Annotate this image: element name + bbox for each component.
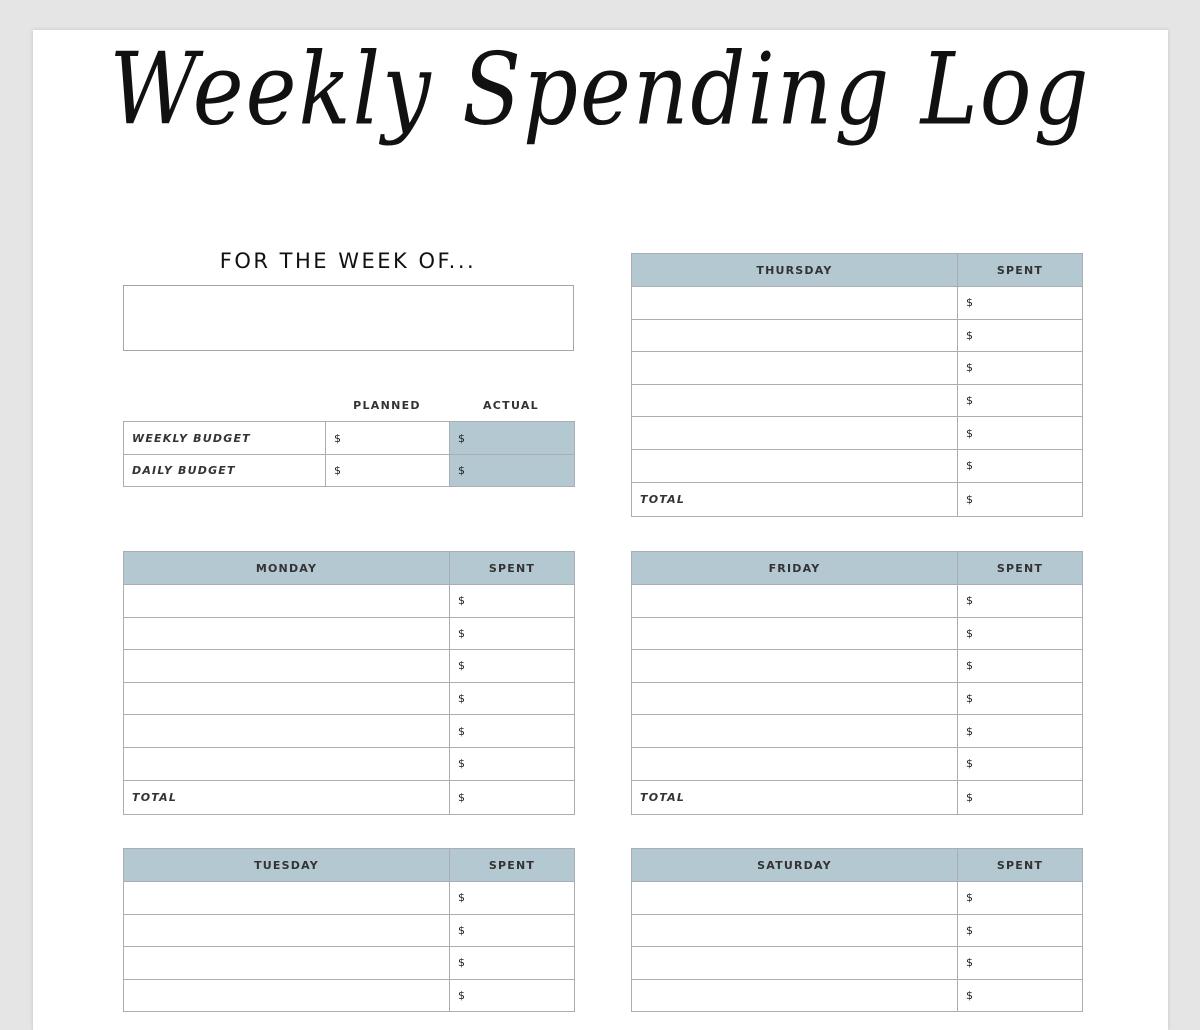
day-name: TUESDAY [124, 849, 450, 882]
spent-amount-field[interactable]: $ [450, 747, 575, 780]
daily-actual-field[interactable]: $ [450, 455, 575, 487]
spent-amount-field[interactable]: $ [450, 882, 575, 915]
expense-item-field[interactable] [632, 882, 958, 915]
day-name: THURSDAY [632, 254, 958, 287]
table-row [632, 617, 1083, 650]
spent-amount-field[interactable]: $ [958, 287, 1083, 320]
expense-item-field[interactable] [124, 585, 450, 618]
spent-amount-field[interactable]: $ [450, 585, 575, 618]
spent-amount-field[interactable]: $ [958, 947, 1083, 980]
expense-item-field[interactable] [124, 979, 450, 1012]
total-label: TOTAL [632, 482, 958, 516]
total-label: TOTAL [124, 780, 450, 814]
table-row [124, 882, 575, 915]
expense-item-field[interactable] [632, 914, 958, 947]
spent-header: SPENT [450, 552, 575, 585]
expense-item-field[interactable] [124, 882, 450, 915]
monday-table [123, 551, 575, 815]
spent-amount-field[interactable]: $ [958, 979, 1083, 1012]
spent-amount-field[interactable]: $ [450, 650, 575, 683]
table-header [124, 849, 575, 882]
budget-table [123, 421, 575, 487]
total-amount-field[interactable]: $ [958, 780, 1083, 814]
table-row [632, 979, 1083, 1012]
tuesday-table [123, 848, 575, 1012]
spent-amount-field[interactable]: $ [450, 617, 575, 650]
table-row [124, 650, 575, 683]
expense-item-field[interactable] [632, 417, 958, 450]
table-row [632, 352, 1083, 385]
table-header [632, 849, 1083, 882]
planned-header: PLANNED [353, 399, 421, 412]
spent-amount-field[interactable]: $ [958, 384, 1083, 417]
total-amount-field[interactable]: $ [450, 780, 575, 814]
table-row [632, 747, 1083, 780]
weekly-planned-field[interactable]: $ [326, 422, 450, 455]
day-name: SATURDAY [632, 849, 958, 882]
week-of-label: FOR THE WEEK OF... [219, 249, 477, 273]
table-row [632, 715, 1083, 748]
table-header [632, 552, 1083, 585]
expense-item-field[interactable] [632, 352, 958, 385]
expense-item-field[interactable] [124, 947, 450, 980]
table-row [632, 449, 1083, 482]
spent-amount-field[interactable]: $ [958, 650, 1083, 683]
table-row [124, 682, 575, 715]
table-row [632, 287, 1083, 320]
expense-item-field[interactable] [124, 747, 450, 780]
row-label: DAILY BUDGET [124, 455, 326, 487]
expense-item-field[interactable] [632, 585, 958, 618]
spent-amount-field[interactable]: $ [958, 882, 1083, 915]
table-row [632, 650, 1083, 683]
spent-amount-field[interactable]: $ [450, 682, 575, 715]
spent-amount-field[interactable]: $ [958, 449, 1083, 482]
expense-item-field[interactable] [124, 617, 450, 650]
day-name: MONDAY [124, 552, 450, 585]
spent-amount-field[interactable]: $ [958, 585, 1083, 618]
spent-amount-field[interactable]: $ [958, 914, 1083, 947]
page-title: Weekly Spending Log [109, 32, 1091, 148]
expense-item-field[interactable] [632, 979, 958, 1012]
daily-budget-row [124, 455, 575, 487]
spent-amount-field[interactable]: $ [958, 617, 1083, 650]
expense-item-field[interactable] [632, 617, 958, 650]
table-header [124, 552, 575, 585]
expense-item-field[interactable] [124, 914, 450, 947]
total-row [632, 482, 1083, 516]
total-row [632, 780, 1083, 814]
expense-item-field[interactable] [632, 682, 958, 715]
spent-amount-field[interactable]: $ [958, 417, 1083, 450]
expense-item-field[interactable] [632, 747, 958, 780]
friday-table [631, 551, 1083, 815]
spent-amount-field[interactable]: $ [958, 352, 1083, 385]
weekly-budget-row [124, 422, 575, 455]
table-row [632, 319, 1083, 352]
spent-amount-field[interactable]: $ [450, 715, 575, 748]
thursday-table [631, 253, 1083, 517]
spent-amount-field[interactable]: $ [450, 914, 575, 947]
spent-header: SPENT [958, 849, 1083, 882]
expense-item-field[interactable] [632, 715, 958, 748]
spent-header: SPENT [958, 552, 1083, 585]
table-row [124, 914, 575, 947]
day-name: FRIDAY [632, 552, 958, 585]
expense-item-field[interactable] [632, 650, 958, 683]
table-row [632, 882, 1083, 915]
spent-amount-field[interactable]: $ [450, 979, 575, 1012]
spent-amount-field[interactable]: $ [958, 715, 1083, 748]
table-row [632, 947, 1083, 980]
expense-item-field[interactable] [632, 947, 958, 980]
table-row [124, 585, 575, 618]
expense-item-field[interactable] [124, 682, 450, 715]
table-row [632, 417, 1083, 450]
spent-amount-field[interactable]: $ [958, 319, 1083, 352]
spent-header: SPENT [958, 254, 1083, 287]
daily-planned-field[interactable]: $ [326, 455, 450, 487]
spent-header: SPENT [450, 849, 575, 882]
expense-item-field[interactable] [632, 449, 958, 482]
total-row [124, 780, 575, 814]
weekly-actual-field[interactable]: $ [450, 422, 575, 455]
week-of-field[interactable] [123, 285, 574, 351]
actual-header: ACTUAL [482, 399, 539, 412]
total-amount-field[interactable]: $ [958, 482, 1083, 516]
table-row [124, 947, 575, 980]
table-row [632, 682, 1083, 715]
table-row [632, 384, 1083, 417]
total-label: TOTAL [632, 780, 958, 814]
spent-amount-field[interactable]: $ [450, 947, 575, 980]
table-row [632, 585, 1083, 618]
table-row [124, 979, 575, 1012]
table-row [124, 715, 575, 748]
table-row [632, 914, 1083, 947]
table-header [632, 254, 1083, 287]
expense-item-field[interactable] [124, 715, 450, 748]
saturday-table [631, 848, 1083, 1012]
spent-amount-field[interactable]: $ [958, 747, 1083, 780]
expense-item-field[interactable] [632, 287, 958, 320]
expense-item-field[interactable] [124, 650, 450, 683]
spent-amount-field[interactable]: $ [958, 682, 1083, 715]
expense-item-field[interactable] [632, 319, 958, 352]
row-label: WEEKLY BUDGET [124, 422, 326, 455]
expense-item-field[interactable] [632, 384, 958, 417]
table-row [124, 617, 575, 650]
table-row [124, 747, 575, 780]
